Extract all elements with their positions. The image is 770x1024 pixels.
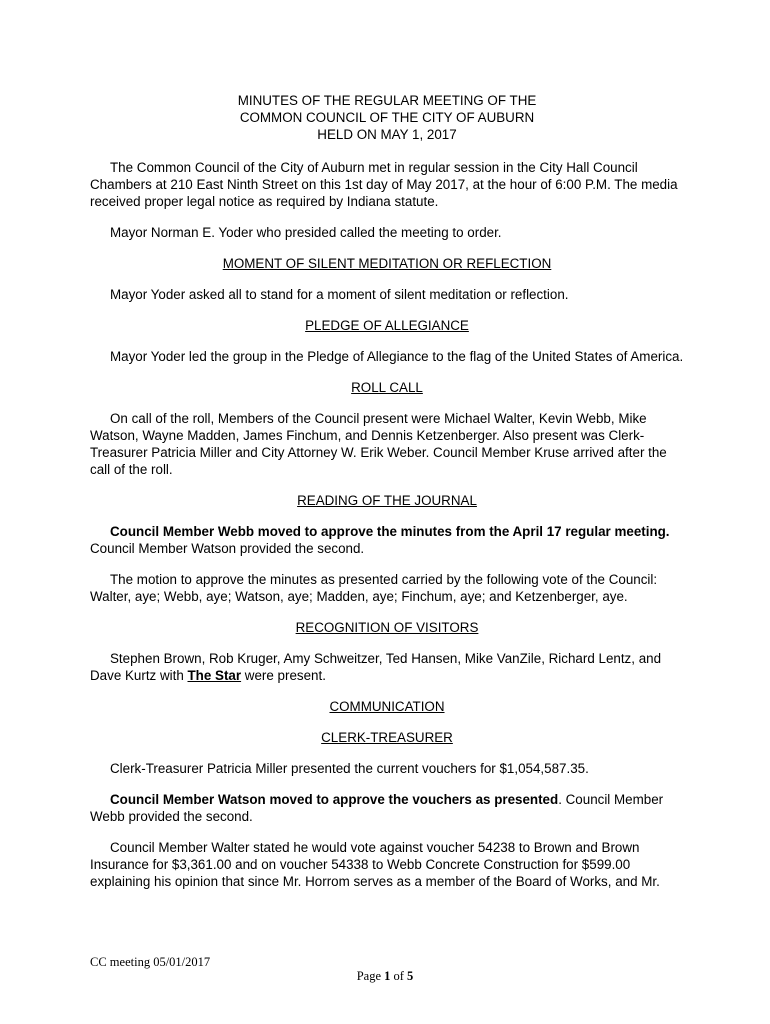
section-heading-visitors: RECOGNITION OF VISITORS: [295, 620, 479, 635]
roll-call-paragraph: On call of the roll, Members of the Council present were Michael Walter, Kevin Webb, Mike Watson, Wayne Madden, James Finchum, and Dennis Ketzenberger. Also present was Clerk-Treasurer Patricia Miller and City Attorney W. Erik Weber. Council Member Kruse arrived after the call of the roll.: [90, 411, 667, 477]
visitors-paragraph: [90, 650, 684, 684]
journal-motion-bold: Council Member Webb moved to approve the minutes from the April 17 regular meeting.: [110, 524, 670, 539]
vouchers-motion-bold: Council Member Watson moved to approve the vouchers as presented: [110, 792, 559, 807]
page-mid: of: [390, 969, 408, 983]
journal-vote-paragraph: The motion to approve the minutes as presented carried by the following vote of the Council: Walter, aye; Webb, aye; Watson, aye; Madden, aye; Finchum, aye; and Ketzenberger, aye.: [90, 572, 658, 604]
section-heading-meditation: MOMENT OF SILENT MEDITATION OR REFLECTION: [222, 256, 552, 271]
page-total: 5: [407, 969, 414, 983]
section-heading-clerk-treasurer: CLERK-TREASURER: [321, 730, 453, 745]
walter-statement-paragraph: Council Member Walter stated he would vote against voucher 54238 to Brown and Brown Insurance for $3,361.00 and on voucher 54338 to Webb Concrete Construction for $599.00 explaining his opinion that since Mr. Horrom serves as a member of the Board of Works, and Mr.: [90, 840, 660, 889]
title-line-2: COMMON COUNCIL OF THE CITY OF AUBURN: [239, 110, 535, 125]
document-title: [90, 92, 684, 143]
vouchers-motion-paragraph: [90, 791, 684, 825]
journal-motion-paragraph: [90, 523, 684, 557]
journal-motion-rest: Council Member Watson provided the second.: [90, 541, 365, 556]
footer-meeting-date: CC meeting 05/01/2017: [90, 955, 211, 969]
title-line-3: HELD ON MAY 1, 2017: [317, 127, 457, 142]
visitors-text-before: Stephen Brown, Rob Kruger, Amy Schweitzer, Ted Hansen, Mike VanZile, Richard Lentz, and Dave Kurtz with: [90, 651, 662, 683]
meditation-paragraph: Mayor Yoder asked all to stand for a moment of silent meditation or reflection.: [110, 287, 569, 302]
minutes-body: [90, 92, 684, 904]
intro-paragraph: The Common Council of the City of Auburn met in regular session in the City Hall Council Chambers at 210 East Ninth Street on this 1st day of May 2017, at the hour of 6:00 P.M. The media received proper legal notice as required by Indiana statute.: [90, 160, 678, 209]
page-number: [0, 969, 770, 984]
section-heading-communication: COMMUNICATION: [329, 699, 445, 714]
vouchers-motion-rest: . Council Member Webb provided the second.: [90, 792, 664, 824]
page-current: 1: [384, 969, 391, 983]
section-heading-journal: READING OF THE JOURNAL: [297, 493, 477, 508]
title-line-1: MINUTES OF THE REGULAR MEETING OF THE: [237, 93, 537, 108]
page-prefix: Page: [356, 969, 385, 983]
visitors-text-after: were present.: [241, 668, 326, 683]
pledge-paragraph: Mayor Yoder led the group in the Pledge of Allegiance to the flag of the United States of America.: [110, 349, 684, 364]
section-heading-roll-call: ROLL CALL: [351, 380, 423, 395]
publication-name: The Star: [187, 668, 242, 683]
vouchers-paragraph: Clerk-Treasurer Patricia Miller presented the current vouchers for $1,054,587.35.: [110, 761, 589, 776]
section-heading-pledge: PLEDGE OF ALLEGIANCE: [305, 318, 469, 333]
call-to-order-paragraph: Mayor Norman E. Yoder who presided called the meeting to order.: [110, 225, 502, 240]
